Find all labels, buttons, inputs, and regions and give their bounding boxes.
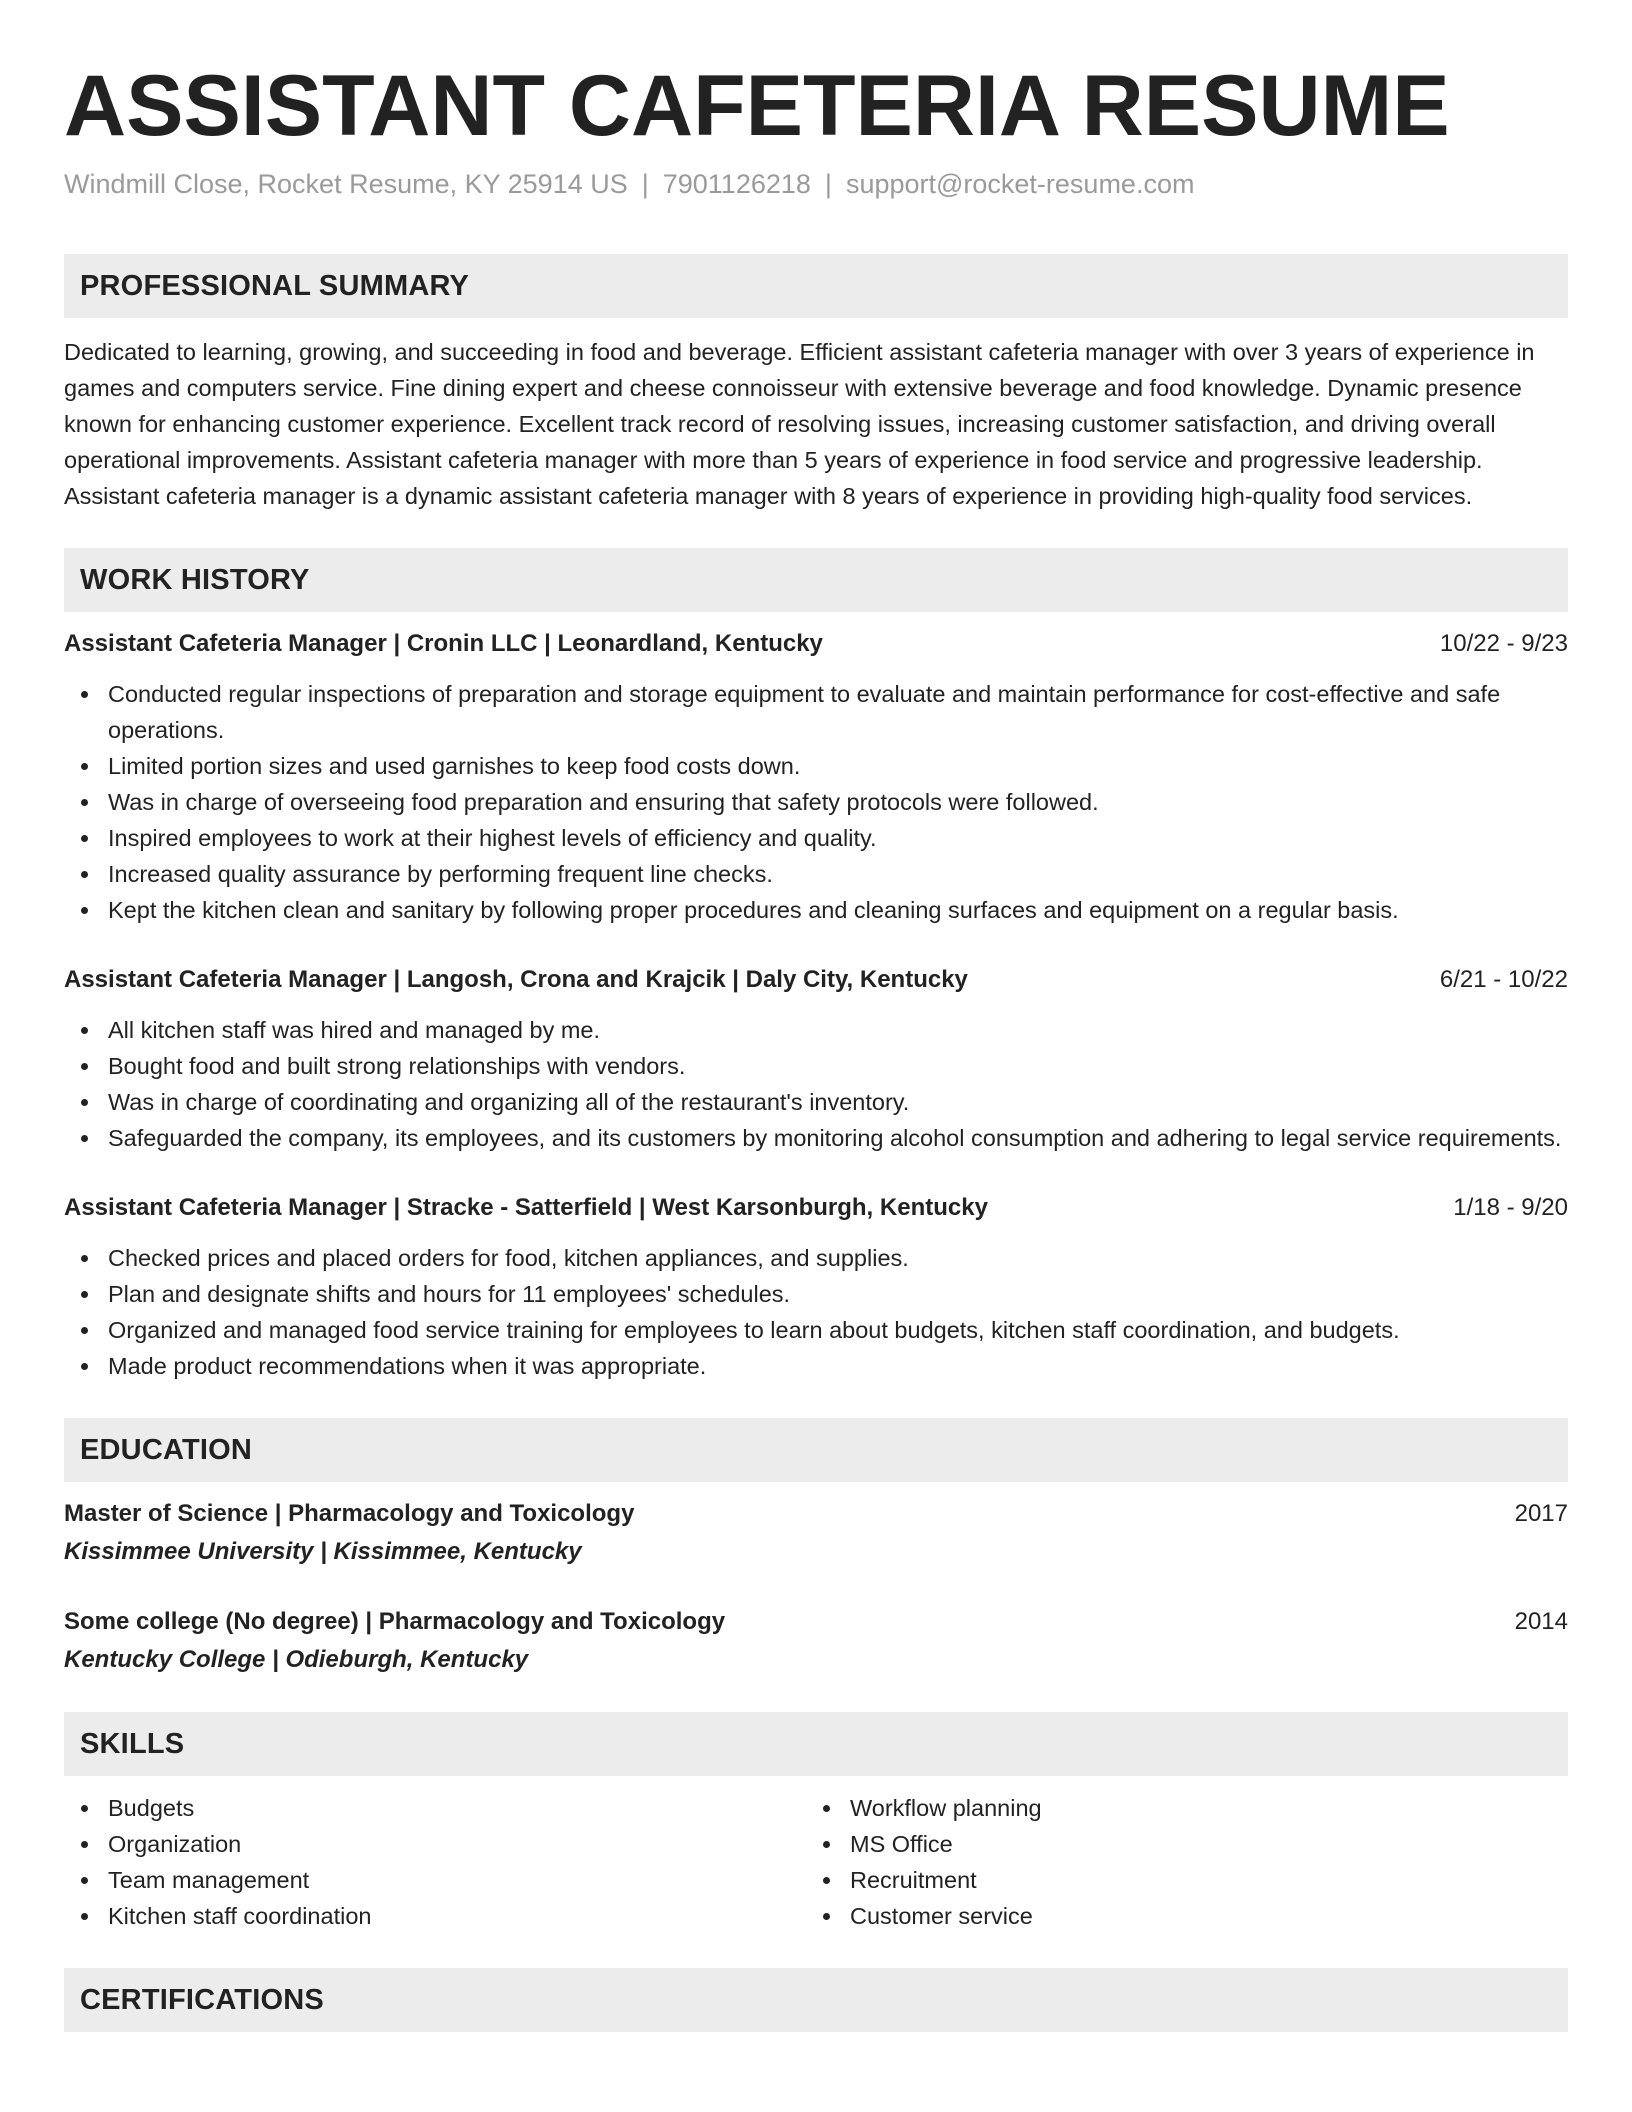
skills-column-left — [64, 1790, 806, 1934]
job-header — [64, 1190, 1568, 1226]
job-entry — [64, 962, 1568, 1156]
education-entry — [64, 1604, 1568, 1678]
education-degree: Master of Science | Pharmacology and Toxicology — [64, 1500, 635, 1527]
job-bullet: Organized and managed food service training for employees to learn about budgets, kitchen staff coordination, and budgets. — [108, 1312, 1568, 1348]
job-title: Assistant Cafeteria Manager | Langosh, Crona and Krajcik | Daly City, Kentucky — [64, 966, 968, 993]
job-bullet: Limited portion sizes and used garnishes to keep food costs down. — [108, 748, 1568, 784]
education-header — [64, 1604, 1568, 1640]
job-title: Assistant Cafeteria Manager | Cronin LLC | Leonardland, Kentucky — [64, 630, 823, 657]
skills-column-right — [806, 1790, 1548, 1934]
education-year: 2017 — [1514, 1500, 1568, 1527]
job-bullets — [64, 676, 1568, 928]
job-bullets — [64, 1012, 1568, 1156]
job-header — [64, 626, 1568, 662]
section-header-work-history: WORK HISTORY — [64, 548, 1568, 612]
skill-item: Team management — [108, 1862, 806, 1898]
contact-address: Windmill Close, Rocket Resume, KY 25914 US — [64, 169, 628, 199]
contact-separator: | — [824, 169, 832, 199]
skill-item: Customer service — [850, 1898, 1548, 1934]
job-bullet: Kept the kitchen clean and sanitary by following proper procedures and cleaning surfaces and equipment on a regular basis. — [108, 892, 1568, 928]
skills-grid — [64, 1790, 1568, 1934]
education-year: 2014 — [1514, 1608, 1568, 1635]
job-dates: 6/21 - 10/22 — [1439, 966, 1568, 993]
skill-item: Budgets — [108, 1790, 806, 1826]
skills-list — [64, 1790, 806, 1934]
contact-separator: | — [641, 169, 649, 199]
skill-item: Recruitment — [850, 1862, 1548, 1898]
job-bullet: Conducted regular inspections of preparation and storage equipment to evaluate and maintain performance for cost-effective and safe operations. — [108, 676, 1568, 748]
section-header-summary: PROFESSIONAL SUMMARY — [64, 254, 1568, 318]
skill-item: Workflow planning — [850, 1790, 1548, 1826]
skills-list — [806, 1790, 1548, 1934]
skill-item: Kitchen staff coordination — [108, 1898, 806, 1934]
job-bullet: Was in charge of coordinating and organizing all of the restaurant's inventory. — [108, 1084, 1568, 1120]
job-bullet: Inspired employees to work at their highest levels of efficiency and quality. — [108, 820, 1568, 856]
job-entry — [64, 626, 1568, 928]
section-header-skills: SKILLS — [64, 1712, 1568, 1776]
resume-name: ASSISTANT CAFETERIA RESUME — [64, 58, 1450, 154]
education-degree: Some college (No degree) | Pharmacology and Toxicology — [64, 1608, 726, 1635]
job-bullet: Made product recommendations when it was appropriate. — [108, 1348, 1568, 1384]
skill-item: Organization — [108, 1826, 806, 1862]
job-entry — [64, 1190, 1568, 1384]
education-school: Kentucky College | Odieburgh, Kentucky — [64, 1646, 529, 1673]
contact-line — [64, 166, 1568, 202]
job-bullet: Checked prices and placed orders for food, kitchen appliances, and supplies. — [108, 1240, 1568, 1276]
education-entry — [64, 1496, 1568, 1570]
education-header — [64, 1496, 1568, 1532]
section-header-certifications: CERTIFICATIONS — [64, 1968, 1568, 2032]
job-header — [64, 962, 1568, 998]
job-bullet: Increased quality assurance by performing frequent line checks. — [108, 856, 1568, 892]
contact-phone: 7901126218 — [662, 169, 811, 199]
job-bullets — [64, 1240, 1568, 1384]
section-header-education: EDUCATION — [64, 1418, 1568, 1482]
job-bullet: Bought food and built strong relationships with vendors. — [108, 1048, 1568, 1084]
summary-text: Dedicated to learning, growing, and succeeding in food and beverage. Efficient assistant cafeteria manager with over 3 years of experience in games and computers service. Fine dining expert and cheese connoisseur with extensive beverage and food knowledge. Dynamic presence known for enhancing customer experience. Excellent track record of resolving issues, increasing customer satisfaction, and driving overall operational improvements. Assistant cafeteria manager with more than 5 years of experience in food service and progressive leadership. Assistant cafeteria manager is a dynamic assistant cafeteria manager with 8 years of experience in providing high-quality food services. — [64, 339, 1535, 509]
job-bullet: Was in charge of overseeing food preparation and ensuring that safety protocols were followed. — [108, 784, 1568, 820]
job-bullet: Plan and designate shifts and hours for 11 employees' schedules. — [108, 1276, 1568, 1312]
job-title: Assistant Cafeteria Manager | Stracke - Satterfield | West Karsonburgh, Kentucky — [64, 1194, 988, 1221]
skill-item: MS Office — [850, 1826, 1548, 1862]
job-bullet: Safeguarded the company, its employees, and its customers by monitoring alcohol consumption and adhering to legal service requirements. — [108, 1120, 1568, 1156]
job-dates: 1/18 - 9/20 — [1453, 1194, 1568, 1221]
job-bullet: All kitchen staff was hired and managed by me. — [108, 1012, 1568, 1048]
contact-email: support@rocket-resume.com — [845, 169, 1195, 199]
job-dates: 10/22 - 9/23 — [1439, 630, 1568, 657]
education-school: Kissimmee University | Kissimmee, Kentucky — [64, 1538, 582, 1565]
